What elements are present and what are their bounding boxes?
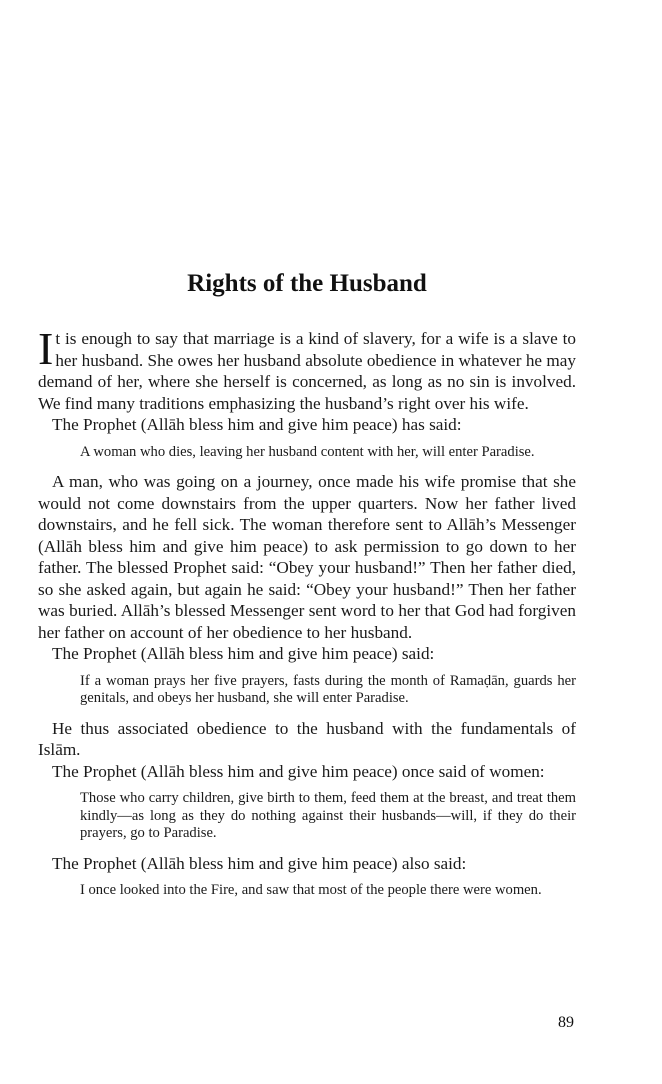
book-page	[38, 0, 576, 1084]
drop-cap: I	[38, 323, 54, 374]
paragraph: The Prophet (Allāh bless him and give him peace) said:	[52, 644, 435, 663]
chapter-body	[38, 323, 576, 910]
paragraph: The Prophet (Allāh bless him and give him peace) has said:	[52, 415, 462, 434]
paragraph: He thus associated obedience to the husband with the fundamentals of Islām.	[38, 718, 576, 759]
opening-paragraph	[38, 323, 576, 414]
paragraph: The Prophet (Allāh bless him and give him peace) once said of women:	[52, 761, 545, 781]
chapter-title: Rights of the Husband	[187, 270, 427, 297]
paragraph: The Prophet (Allāh bless him and give him peace) also said:	[52, 853, 467, 873]
hadith-quote: A woman who dies, leaving her husband content with her, will enter Paradise.	[80, 443, 535, 460]
page-number: 89	[558, 1014, 574, 1031]
hadith-quote: If a woman prays her five prayers, fasts during the month of Ramaḍān, guards her genitals, and obeys her husband, she will enter Paradise.	[80, 672, 576, 706]
paragraph-text: t is enough to say that marriage is a kind of slavery, for a wife is a slave to her husband. She owes her husband absolute obedience in whatever he may demand of her, where she herself is concerned, as long as no sin is involved. We find many traditions emphasizing the husband’s right over his wife.	[38, 329, 576, 413]
hadith-quote: I once looked into the Fire, and saw that most of the people there were women.	[80, 882, 542, 898]
hadith-quote: Those who carry children, give birth to them, feed them at the breast, and treat them kindly—as long as they do nothing against their husbands—will, if they do their prayers, go to Paradise.	[80, 790, 576, 841]
paragraph: A man, who was going on a journey, once made his wife promise that she would not come downstairs from the upper quarters. Now her father lived downstairs, and he fell sick. The woman therefore sent to Allāh’s Messenger (Allāh bless him and give him peace) to ask permission to go down to her father. The blessed Prophet said: “Obey your husband!” Then her father died, so she asked again, but again he said: “Obey your husband!” Then her father was buried. Allāh’s blessed Messenger sent word to her that God had forgiven her father on account of her obedience to her husband.	[38, 472, 576, 642]
